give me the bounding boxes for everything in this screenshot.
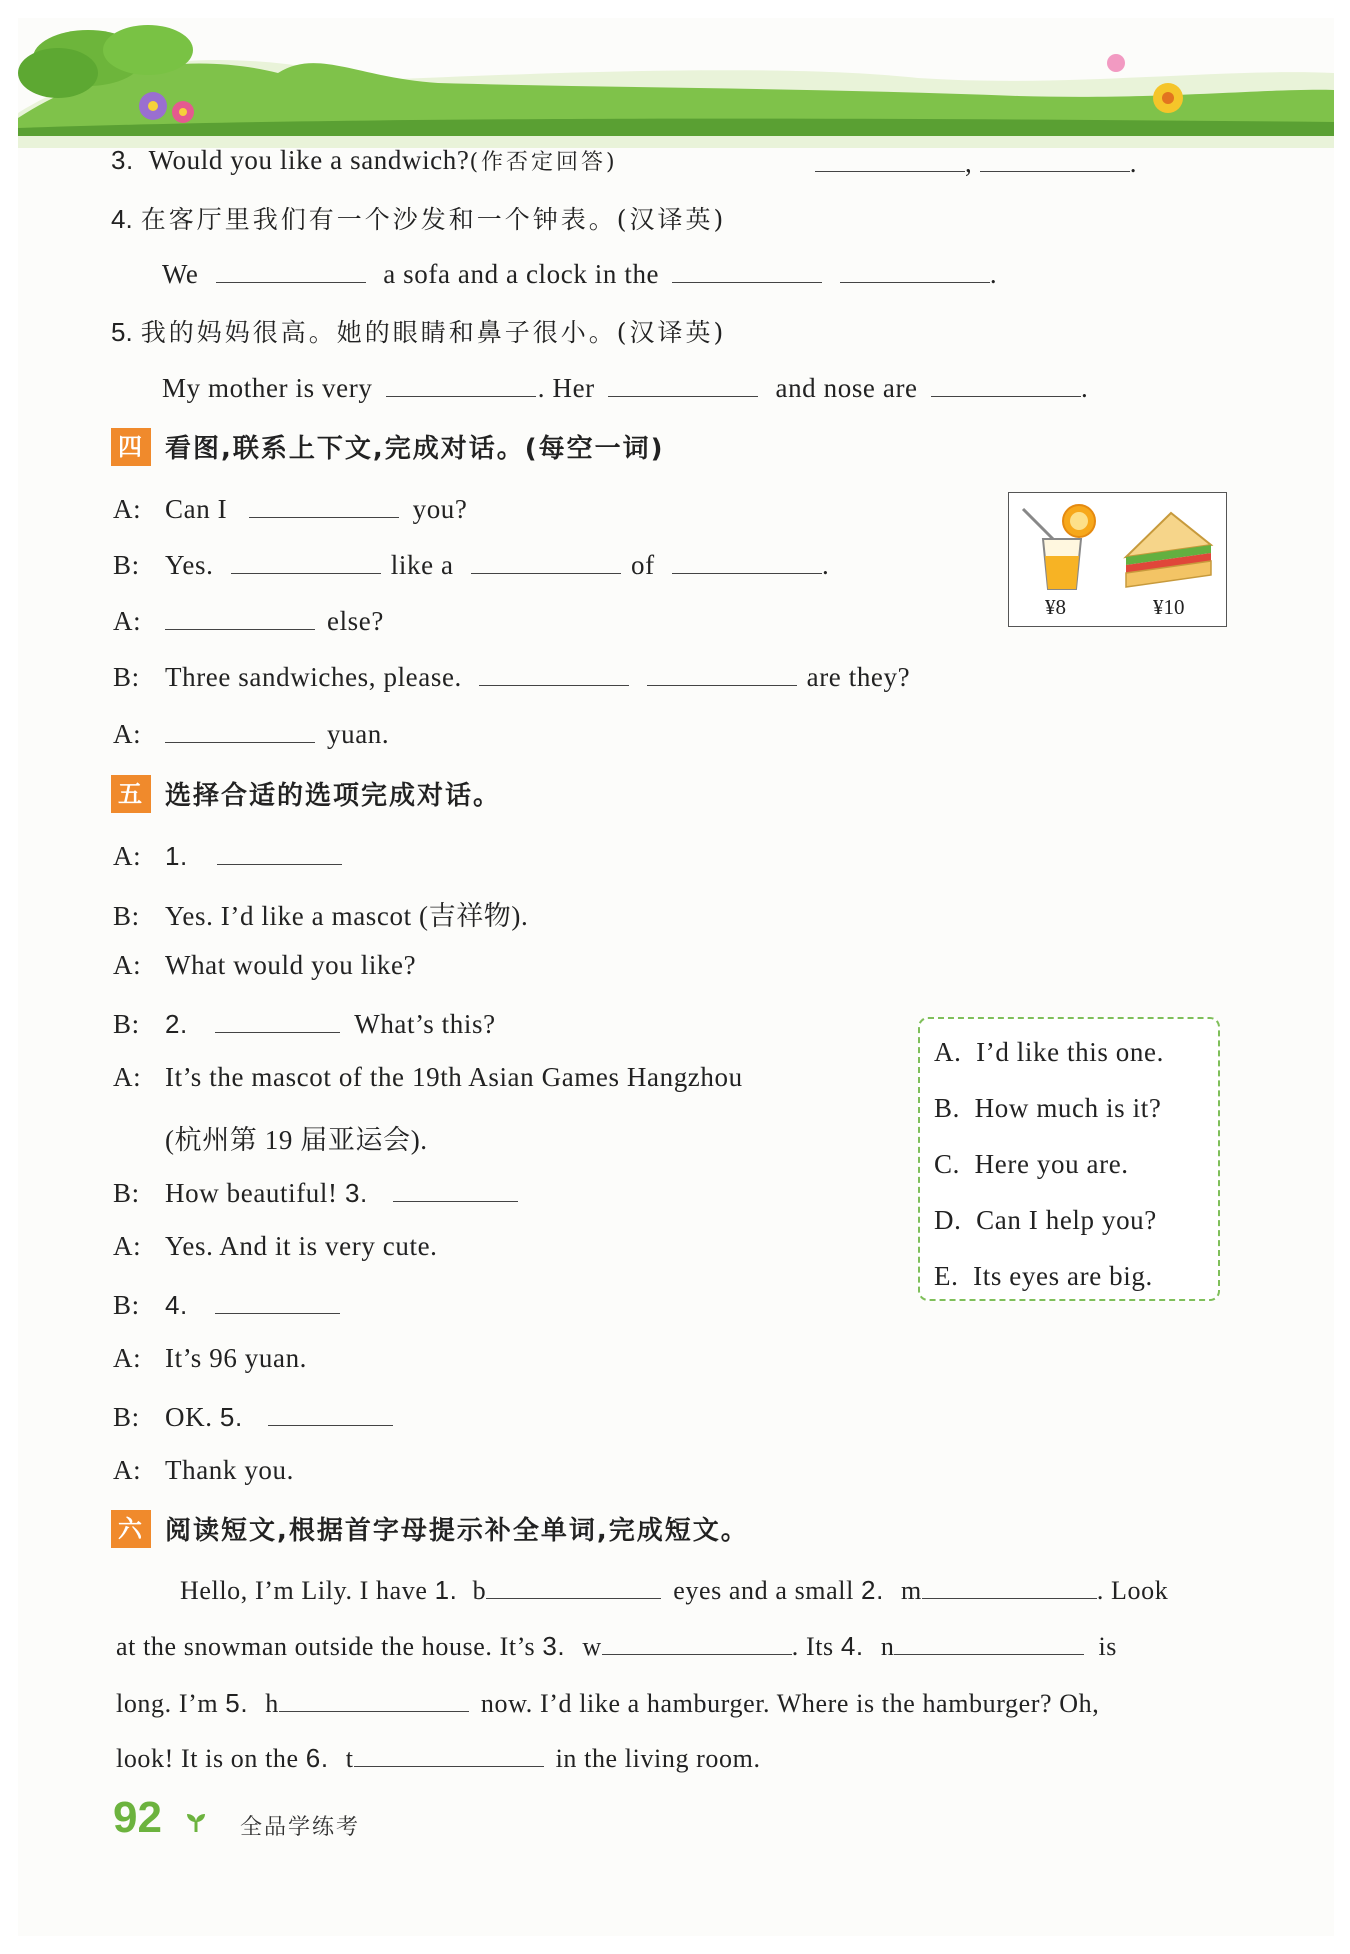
question-5 xyxy=(111,313,726,349)
q4-blank-1[interactable] xyxy=(216,256,366,283)
passage-text: eyes and a small xyxy=(673,1576,854,1605)
option-c xyxy=(934,1149,1129,1180)
option-key: E. xyxy=(934,1261,959,1291)
speaker: B: xyxy=(113,1290,140,1320)
s5-line-11 xyxy=(113,1399,393,1433)
s5-line-1 xyxy=(113,838,342,872)
passage-text: is xyxy=(1098,1632,1118,1661)
q5-number: 5. xyxy=(111,317,133,347)
passage-text: . Its xyxy=(791,1632,834,1661)
section-5-title: 选择合适的选项完成对话。 xyxy=(165,781,502,811)
s4-line-3 xyxy=(113,603,384,637)
sandwich-icon xyxy=(1121,507,1216,592)
option-e xyxy=(934,1261,1153,1292)
s6-blank-1[interactable] xyxy=(486,1572,661,1599)
s5-line-9 xyxy=(113,1287,340,1321)
passage-text: long. I’m xyxy=(116,1689,219,1718)
passage-text: at the snowman outside the house. It’s xyxy=(116,1632,536,1661)
s4-line-5 xyxy=(113,716,389,750)
dialog-text: Thank you. xyxy=(165,1455,294,1485)
q5-period: . xyxy=(1080,373,1089,403)
option-text: Its eyes are big. xyxy=(973,1261,1153,1291)
hint-letter: t xyxy=(345,1744,354,1773)
hint-letter: n xyxy=(880,1632,895,1661)
s5-blank-4[interactable] xyxy=(215,1287,340,1314)
s4-blank-2[interactable] xyxy=(231,547,381,574)
section-5-heading xyxy=(111,775,501,816)
speaker: A: xyxy=(113,1062,142,1092)
q5-answer-line xyxy=(162,370,1088,404)
q4-text-b: a sofa and a clock in the xyxy=(383,259,660,289)
q5-blank-3[interactable] xyxy=(931,370,1081,397)
s5-line-12 xyxy=(113,1455,294,1486)
section-4-badge: 四 xyxy=(111,428,151,466)
q4-blank-3[interactable] xyxy=(840,256,990,283)
s6-blank-2[interactable] xyxy=(922,1572,1097,1599)
question-3 xyxy=(111,145,618,176)
option-d xyxy=(934,1205,1157,1236)
speaker: A: xyxy=(113,1231,142,1261)
q3-blank-2[interactable] xyxy=(980,145,1130,172)
blank-number: 1. xyxy=(434,1575,458,1605)
s4-blank-1[interactable] xyxy=(249,491,399,518)
dialog-text: (杭州第 19 届亚运会). xyxy=(165,1125,428,1155)
option-text: Can I help you? xyxy=(976,1205,1157,1235)
s5-blank-1[interactable] xyxy=(217,838,342,865)
passage-line-4 xyxy=(116,1740,761,1774)
dialog-text: yuan. xyxy=(327,719,390,749)
blank-number: 5. xyxy=(219,1402,243,1432)
s4-blank-4[interactable] xyxy=(672,547,822,574)
speaker: B: xyxy=(113,1402,140,1432)
passage-text: now. I’d like a hamburger. Where is the hamburger? Oh, xyxy=(480,1689,1100,1718)
hint-letter: m xyxy=(901,1576,922,1605)
q4-blank-2[interactable] xyxy=(672,256,822,283)
option-text: How much is it? xyxy=(974,1093,1162,1123)
dialog-text: OK. xyxy=(165,1402,213,1432)
s5-blank-5[interactable] xyxy=(268,1399,393,1426)
speaker: A: xyxy=(113,719,142,749)
page-number: 92 xyxy=(113,1793,162,1842)
speaker: B: xyxy=(113,550,140,580)
blank-number: 5. xyxy=(225,1688,249,1718)
s6-blank-6[interactable] xyxy=(354,1740,544,1767)
q5-blank-2[interactable] xyxy=(608,370,758,397)
q4-prompt: 在客厅里我们有一个沙发和一个钟表。(汉译英) xyxy=(140,205,727,234)
hint-letter: w xyxy=(582,1632,602,1661)
dialog-text: Yes. And it is very cute. xyxy=(165,1231,438,1261)
dialog-text: It’s 96 yuan. xyxy=(165,1343,308,1373)
s5-line-4 xyxy=(113,1006,496,1040)
q4-answer-line xyxy=(162,256,997,290)
s5-line-8 xyxy=(113,1231,438,1262)
juice-icon xyxy=(1015,501,1110,593)
s5-line-10 xyxy=(113,1343,307,1374)
section-6-badge: 六 xyxy=(111,1510,151,1548)
q4-text-a: We xyxy=(162,259,199,289)
s4-blank-7[interactable] xyxy=(647,659,797,686)
q5-text-c: and nose are xyxy=(775,373,918,403)
speaker: A: xyxy=(113,494,142,524)
sandwich-price: ¥10 xyxy=(1153,595,1185,619)
blank-number: 2. xyxy=(861,1575,884,1605)
passage-text: in the living room. xyxy=(555,1744,761,1773)
dialog-text: you? xyxy=(412,494,468,524)
q3-number: 3. xyxy=(111,145,134,175)
dialog-text: What would you like? xyxy=(165,950,417,980)
s5-blank-3[interactable] xyxy=(393,1175,518,1202)
dialog-text: What’s this? xyxy=(354,1009,496,1039)
s4-line-4 xyxy=(113,659,910,693)
blank-number: 1. xyxy=(165,841,188,871)
s5-line-2 xyxy=(113,894,528,933)
passage-text: look! It is on the xyxy=(116,1744,299,1773)
s5-line-6 xyxy=(165,1118,428,1157)
option-key: B. xyxy=(934,1093,960,1123)
section-6-heading xyxy=(111,1510,749,1551)
q3-comma: , xyxy=(965,148,973,178)
option-key: D. xyxy=(934,1205,962,1235)
option-text: Here you are. xyxy=(974,1149,1129,1179)
question-4 xyxy=(111,200,726,236)
q3-period: . xyxy=(1129,148,1138,178)
option-a xyxy=(934,1037,1164,1068)
s5-line-3 xyxy=(113,950,416,981)
s4-line-2 xyxy=(113,547,829,581)
blank-number: 3. xyxy=(344,1178,368,1208)
speaker: A: xyxy=(113,1343,142,1373)
q3-text: Would you like a sandwich? xyxy=(148,145,470,175)
q5-prompt: 我的妈妈很高。她的眼睛和鼻子很小。(汉译英) xyxy=(140,318,727,347)
juice-price: ¥8 xyxy=(1045,595,1066,619)
options-box xyxy=(918,1017,1220,1301)
section-5-badge: 五 xyxy=(111,775,151,813)
q3-blank-1[interactable] xyxy=(815,145,965,172)
blank-number: 4. xyxy=(165,1290,188,1320)
q5-text-a: My mother is very xyxy=(162,373,373,403)
section-6-title: 阅读短文,根据首字母提示补全单词,完成短文。 xyxy=(165,1516,749,1546)
header-banner xyxy=(18,18,1334,148)
dialog-text: Yes. xyxy=(165,550,214,580)
sprout-icon xyxy=(184,1810,208,1834)
passage-text: . Look xyxy=(1096,1576,1169,1605)
brand-name: 全品学练考 xyxy=(240,1815,361,1840)
price-picture xyxy=(1008,492,1227,627)
blank-number: 6. xyxy=(305,1743,329,1773)
dialog-text: How beautiful! xyxy=(165,1178,338,1208)
dialog-text: of xyxy=(630,550,655,580)
s4-line-1 xyxy=(113,491,467,525)
q5-blank-1[interactable] xyxy=(386,370,536,397)
s4-blank-5[interactable] xyxy=(165,603,315,630)
dialog-text: Can I xyxy=(165,494,228,524)
blank-number: 3. xyxy=(542,1631,566,1661)
dialog-text: like a xyxy=(390,550,454,580)
passage-line-3 xyxy=(116,1685,1099,1719)
q5-text-b: . Her xyxy=(537,373,595,403)
speaker: A: xyxy=(113,950,142,980)
dialog-text: are they? xyxy=(806,662,911,692)
speaker: B: xyxy=(113,662,140,692)
hint-letter: b xyxy=(472,1576,487,1605)
speaker: A: xyxy=(113,841,142,871)
section-4-title: 看图,联系上下文,完成对话。(每空一词) xyxy=(165,434,665,464)
s6-blank-5[interactable] xyxy=(279,1685,469,1712)
s5-line-7 xyxy=(113,1175,518,1209)
speaker: A: xyxy=(113,1455,142,1485)
passage-line-1 xyxy=(180,1572,1168,1606)
section-4-heading xyxy=(111,428,665,469)
passage-text: Hello, I’m Lily. I have xyxy=(180,1576,428,1605)
s5-line-5 xyxy=(113,1062,743,1093)
s4-blank-3[interactable] xyxy=(471,547,621,574)
option-b xyxy=(934,1093,1161,1124)
option-text: I’d like this one. xyxy=(976,1037,1164,1067)
speaker: B: xyxy=(113,1178,140,1208)
q4-number: 4. xyxy=(111,204,133,234)
hint-letter: h xyxy=(265,1689,279,1718)
blank-number: 4. xyxy=(840,1631,864,1661)
speaker: B: xyxy=(113,901,140,931)
s4-blank-8[interactable] xyxy=(165,716,315,743)
dialog-text: Yes. I’d like a mascot (吉祥物). xyxy=(165,901,529,931)
dialog-text: Three sandwiches, please. xyxy=(165,662,462,692)
speaker: B: xyxy=(113,1009,140,1039)
s6-blank-4[interactable] xyxy=(894,1628,1084,1655)
q3-answer xyxy=(815,145,1137,179)
option-key: C. xyxy=(934,1149,960,1179)
dialog-text: else? xyxy=(327,606,384,636)
s6-blank-3[interactable] xyxy=(602,1628,792,1655)
q3-note: (作否定回答) xyxy=(469,150,618,175)
dialog-text: It’s the mascot of the 19th Asian Games Hangzhou xyxy=(165,1062,743,1092)
option-key: A. xyxy=(934,1037,962,1067)
blank-number: 2. xyxy=(165,1009,188,1039)
q4-period: . xyxy=(989,259,998,289)
s5-blank-2[interactable] xyxy=(215,1006,340,1033)
s4-blank-6[interactable] xyxy=(479,659,629,686)
speaker: A: xyxy=(113,606,142,636)
passage-line-2 xyxy=(116,1628,1117,1662)
dialog-period: . xyxy=(822,550,830,580)
